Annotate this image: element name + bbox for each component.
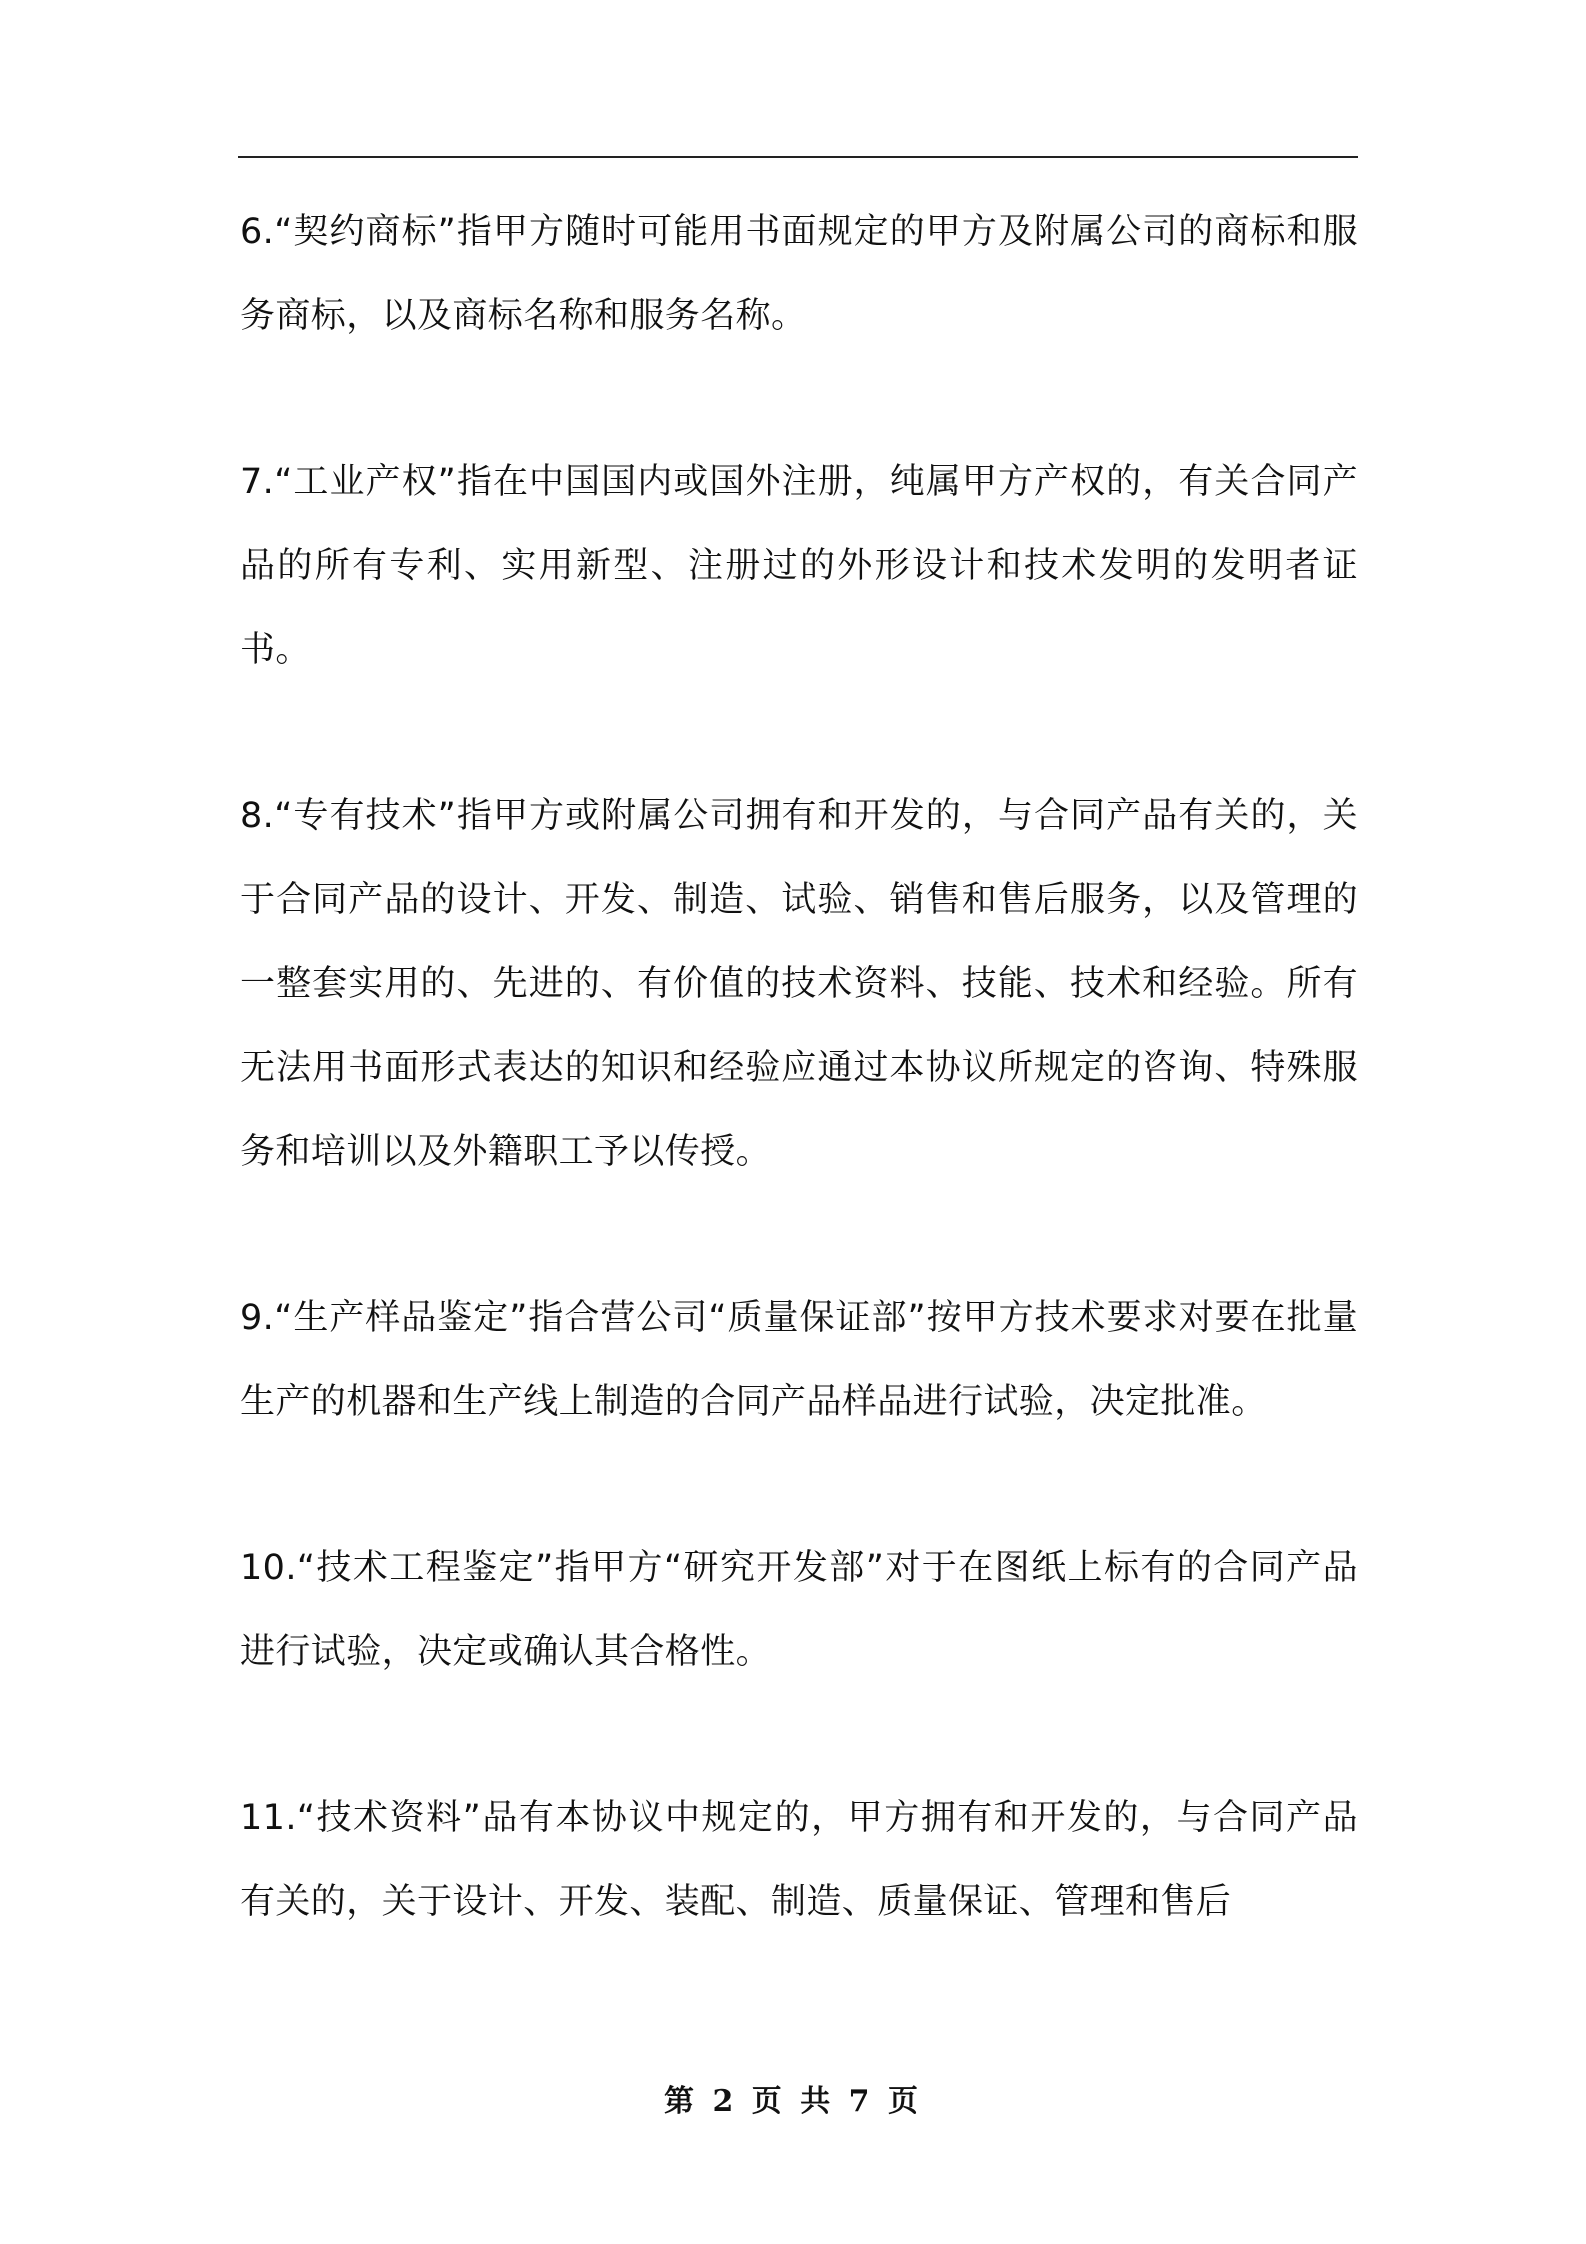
document-body (240, 190, 1358, 2026)
clause-10: 10.“技术工程鉴定”指甲方“研究开发部”对于在图纸上标有的合同产品进行试验，决定或确认其合格性。 (240, 1548, 1358, 1672)
header-divider (238, 156, 1358, 158)
clause-9: 9.“生产样品鉴定”指合营公司“质量保证部”按甲方技术要求对要在批量生产的机器和生产线上制造的合同产品样品进行试验，决定批准。 (240, 1298, 1358, 1422)
clause-11: 11.“技术资料”品有本协议中规定的，甲方拥有和开发的，与合同产品有关的，关于设计、开发、装配、制造、质量保证、管理和售后 (240, 1798, 1358, 1922)
page-number-footer: 第 2 页 共 7 页 (664, 2084, 922, 2119)
clause-6: 6.“契约商标”指甲方随时可能用书面规定的甲方及附属公司的商标和服务商标，以及商标名称和服务名称。 (240, 212, 1358, 336)
clause-7: 7.“工业产权”指在中国国内或国外注册，纯属甲方产权的，有关合同产品的所有专利、实用新型、注册过的外形设计和技术发明的发明者证书。 (240, 462, 1358, 670)
clause-8: 8.“专有技术”指甲方或附属公司拥有和开发的，与合同产品有关的，关于合同产品的设计、开发、制造、试验、销售和售后服务，以及管理的一整套实用的、先进的、有价值的技术资料、技能、技术和经验。所有无法用书面形式表达的知识和经验应通过本协议所规定的咨询、特殊服务和培训以及外籍职工予以传授。 (240, 796, 1358, 1172)
